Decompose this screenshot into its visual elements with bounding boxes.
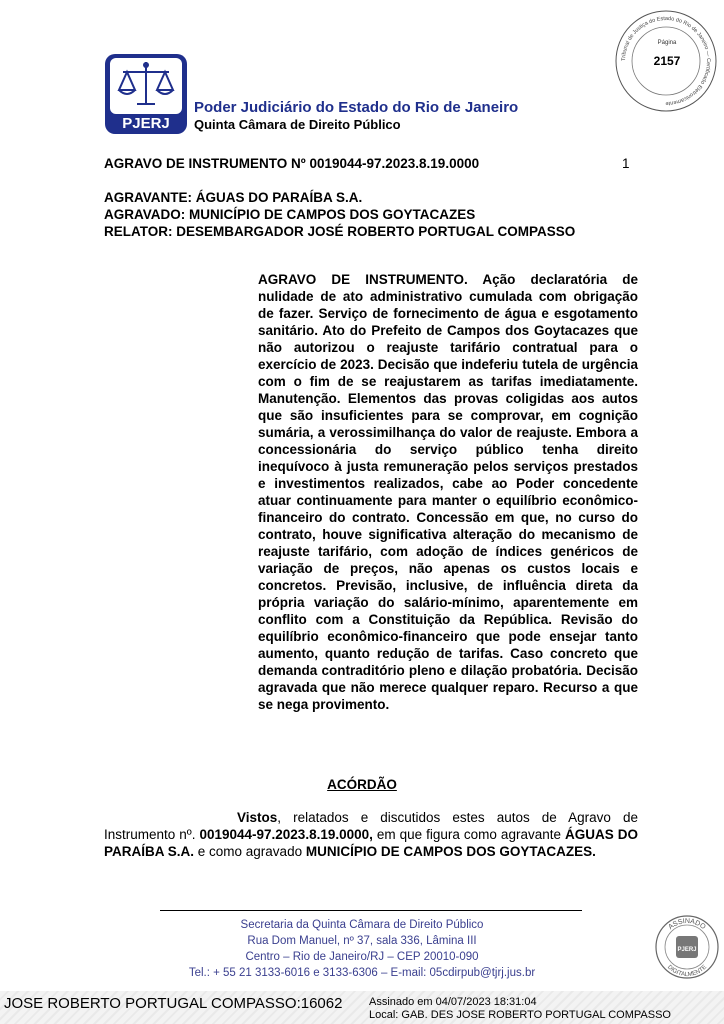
pjerj-logo — [105, 54, 187, 134]
relator-line: RELATOR: DESEMBARGADOR JOSÉ ROBERTO PORTUGAL COMPASSO — [104, 224, 576, 239]
footer-address: Rua Dom Manuel, nº 37, sala 336, Lâmina III — [247, 935, 477, 947]
intro-agravado: MUNICÍPIO DE CAMPOS DOS GOYTACAZES. — [305, 844, 596, 859]
signed-location: Local: GAB. DES JOSE ROBERTO PORTUGAL COMPASSO — [369, 1009, 671, 1021]
intro-text-3: e como agravado — [194, 844, 306, 859]
intro-text-1: , relatados e discutidos estes autos de Agravo de Instrumento nº. — [104, 810, 638, 842]
org-subtitle: Quinta Câmara de Direito Público — [194, 117, 401, 132]
svg-text:PJERJ: PJERJ — [677, 947, 697, 953]
svg-text:DIGITALMENTE: DIGITALMENTE — [665, 964, 709, 979]
footer-city: Centro – Rio de Janeiro/RJ – CEP 20010-090 — [245, 951, 479, 963]
signer-name: JOSE ROBERTO PORTUGAL COMPASSO:16062 — [4, 995, 343, 1012]
footer-divider — [160, 910, 582, 911]
org-name: Poder Judiciário do Estado do Rio de Janeiro — [194, 99, 519, 116]
vistos-word: Vistos — [237, 810, 278, 825]
svg-text:PJERJ: PJERJ — [122, 115, 170, 132]
svg-text:Tribunal de Justiça do Estado: Tribunal de Justiça do Estado do Rio de Janeiro — Certificado Eletronicamente — [620, 15, 712, 107]
page-stamp-number: 2157 — [653, 54, 681, 68]
agravante-line: AGRAVANTE: ÁGUAS DO PARAÍBA S.A. — [104, 190, 363, 205]
page-stamp-label: Página — [657, 40, 677, 46]
intro-text-2: em que figura como agravante — [372, 827, 565, 842]
intro-case-number: 0019044-97.2023.8.19.0000, — [199, 827, 373, 842]
ementa-paragraph: AGRAVO DE INSTRUMENTO. Ação declaratória de nulidade de ato administrativo cumulada com obrigação de fazer. Serviço de fornecimento de água e esgotamento sanitário. Ato do Prefeito de Campos dos Goytacazes que não autorizou o reajuste tarifário contratual para o exercício de 2023. Decisão que indeferiu tutela de urgência com o fim de se reajustarem as tarifas imediatamente. Manutenção. Elementos das provas coligidas aos autos que são insuficientes para se comprovar, em cognição sumária, a verossimilhança do valor de reajuste. Embora a concessionária do serviço público tenha direito inequívoco à justa remuneração pelos serviços prestados e investimentos realizados, cabe ao Poder concedente atuar continuamente para manter o equilíbrio econômico-financeiro do contrato. Concessão em que, no curso do contrato, houve significativa alteração do mecanismo de reajuste tarifário, com adoção de índices genéricos de variação de preços, não apenas os custos locais e concretos. Previsão, inclusive, de influência direta da própria variação do salário-mínimo, aparentemente em conflito com a Constituição da República. Revisão do equilíbrio econômico-financeiro que pode ensejar tanto aumento, quanto redução de tarifas. Caso concreto que demanda contraditório pleno e dilação probatória. Decisão agravada que não merece qualquer reparo. Recurso a que se nega provimento. — [258, 272, 638, 712]
agravado-line: AGRAVADO: MUNICÍPIO DE CAMPOS DOS GOYTACAZES — [104, 207, 476, 222]
intro-agravante: ÁGUAS DO PARAÍBA S.A. — [104, 827, 638, 859]
digital-signature-seal — [654, 914, 720, 980]
acordao-heading: ACÓRDÃO — [327, 777, 397, 792]
signed-timestamp: Assinado em 04/07/2023 18:31:04 — [369, 996, 537, 1008]
footer-secretaria: Secretaria da Quinta Câmara de Direito Público — [240, 919, 484, 931]
acordao-intro-paragraph — [104, 809, 638, 860]
svg-text:ASSINADO: ASSINADO — [667, 917, 707, 932]
case-title: AGRAVO DE INSTRUMENTO Nº 0019044-97.2023.8.19.0000 — [104, 156, 480, 171]
footer-contact: Tel.: + 55 21 3133-6016 e 3133-6306 – E-mail: 05cdirpub@tjrj.jus.br — [188, 967, 536, 979]
page-number: 1 — [622, 156, 630, 171]
